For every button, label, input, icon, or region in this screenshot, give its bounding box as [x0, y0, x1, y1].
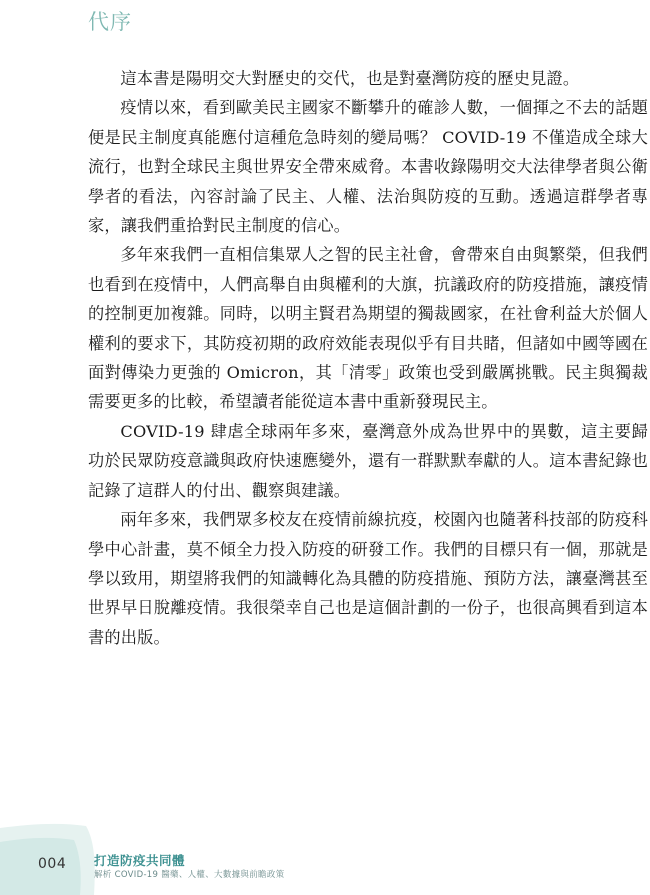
page-title: 代序 [88, 10, 132, 34]
footer-book-title: 打造防疫共同體 [94, 853, 186, 868]
paragraph-4: COVID-19 肆虐全球兩年多來，臺灣意外成為世界中的異數，這主要歸功於民眾防疫意識與政府快速應變外，還有一群默默奉獻的人。這本書紀錄也記錄了這群人的付出、觀察與建議。 [88, 421, 648, 500]
paragraph-3: 多年來我們一直相信集眾人之智的民主社會，會帶來自由與繁榮，但我們也看到在疫情中，人們高舉自由與權利的大旗，抗議政府的防疫措施，讓疫情的控制更加複雜。同時，以明主賢君為期望的獨裁國家，在社會利益大於個人權利的要求下，其防疫初期的政府效能表現似乎有目共睹，但諸如中國等國在面對傳染力更強的 Omicron，其「清零」政策也受到嚴厲挑戰。民主與獨裁需要更多的比較，希望讀者能從這本書中重新發現民主。 [88, 245, 648, 412]
paragraph-5: 兩年多來，我們眾多校友在疫情前線抗疫，校園內也隨著科技部的防疫科學中心計畫，莫不傾全力投入防疫的研發工作。我們的目標只有一個，那就是學以致用，期望將我們的知識轉化為具體的防疫措施、預防方法，讓臺灣甚至世界早日脫離疫情。我很榮幸自己也是這個計劃的一份子，也很高興看到這本書的出版。 [88, 510, 648, 647]
paragraph-2: 疫情以來，看到歐美民主國家不斷攀升的確診人數，一個揮之不去的話題便是民主制度真能應付這種危急時刻的變局嗎？ COVID-19 不僅造成全球大流行，也對全球民主與世界安全帶來威脅。本書收錄陽明交大法律學者與公衛學者的看法，內容討論了民主、人權、法治與防疫的互動。透過這群學者專家，讓我們重拾對民主制度的信心。 [88, 98, 648, 236]
paragraph-1: 這本書是陽明交大對歷史的交代，也是對臺灣防疫的歷史見證。 [120, 69, 580, 88]
page-number: 004 [38, 856, 67, 872]
body-text [88, 64, 648, 652]
footer-book-subtitle: 解析 COVID-19 醫藥、人權、大數據與前瞻政策 [94, 870, 285, 880]
